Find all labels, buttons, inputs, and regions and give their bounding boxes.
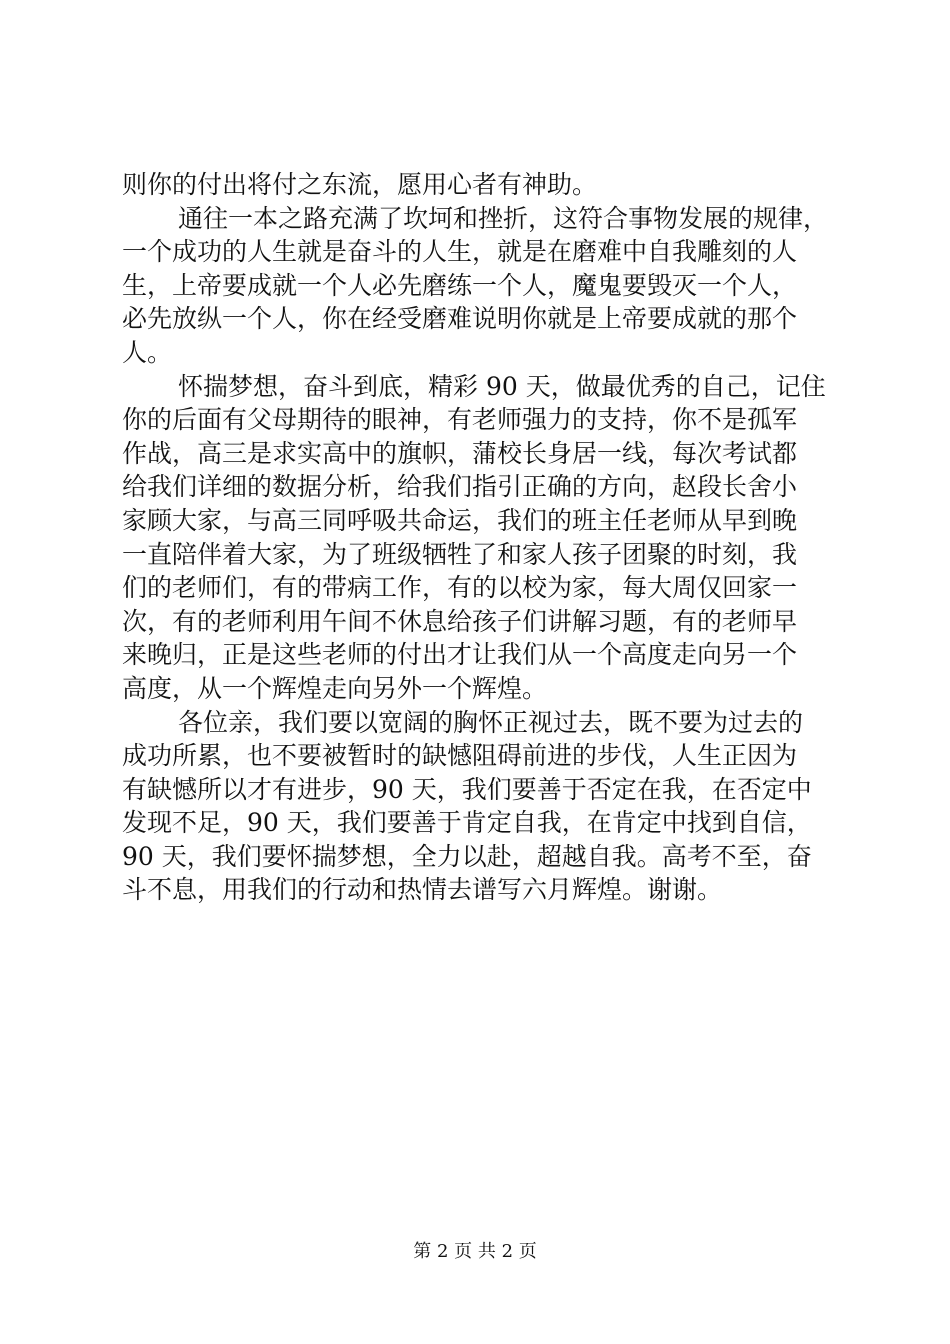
text-line: 们的老师们，有的带病工作，有的以校为家，每大周仅回家一 xyxy=(122,573,798,603)
text-line: 成功所累，也不要被暂时的缺憾阻碍前进的步伐，人生正因为 xyxy=(122,741,798,771)
text-line: 则你的付出将付之东流，愿用心者有神助。 xyxy=(122,170,598,199)
text-line: 一个成功的人生就是奋斗的人生，就是在磨难中自我雕刻的人 xyxy=(122,237,798,267)
text-line: 通往一本之路充满了坎坷和挫折，这符合事物发展的规律， xyxy=(178,203,829,233)
document-body xyxy=(122,168,834,907)
text-line: 次，有的老师利用午间不休息给孩子们讲解习题，有的老师早 xyxy=(122,606,798,636)
text-line: 有缺憾所以才有进步，90 天，我们要善于否定在我，在否定中 xyxy=(122,774,812,804)
page-footer: 第 2 页 共 2 页 xyxy=(413,1241,537,1262)
text-line: 生，上帝要成就一个人必先磨练一个人，魔鬼要毁灭一个人， xyxy=(122,270,798,300)
text-line: 各位亲，我们要以宽阔的胸怀正视过去，既不要为过去的 xyxy=(178,707,804,737)
text-line: 一直陪伴着大家，为了班级牺牲了和家人孩子团聚的时刻，我 xyxy=(122,539,798,569)
text-line: 家顾大家，与高三同呼吸共命运，我们的班主任老师从早到晚 xyxy=(122,505,798,535)
text-line: 发现不足，90 天，我们要善于肯定自我，在肯定中找到自信， xyxy=(122,808,812,838)
text-line: 90 天，我们要怀揣梦想，全力以赴，超越自我。高考不至，奋 xyxy=(122,841,812,871)
text-line: 必先放纵一个人，你在经受磨难说明你就是上帝要成就的那个 xyxy=(122,304,798,334)
text-line: 来晚归，正是这些老师的付出才让我们从一个高度走向另一个 xyxy=(122,640,798,670)
text-line: 斗不息，用我们的行动和热情去谱写六月辉煌。谢谢。 xyxy=(122,875,723,905)
text-line: 怀揣梦想，奋斗到底，精彩 90 天，做最优秀的自己，记住 xyxy=(178,371,826,401)
text-line: 你的后面有父母期待的眼神，有老师强力的支持，你不是孤军 xyxy=(122,405,798,435)
text-line: 高度，从一个辉煌走向另外一个辉煌。 xyxy=(122,673,548,703)
text-line: 给我们详细的数据分析，给我们指引正确的方向，赵段长舍小 xyxy=(122,472,798,502)
text-line: 作战，高三是求实高中的旗帜，蒲校长身居一线，每次考试都 xyxy=(122,438,798,468)
text-line: 人。 xyxy=(122,337,173,367)
